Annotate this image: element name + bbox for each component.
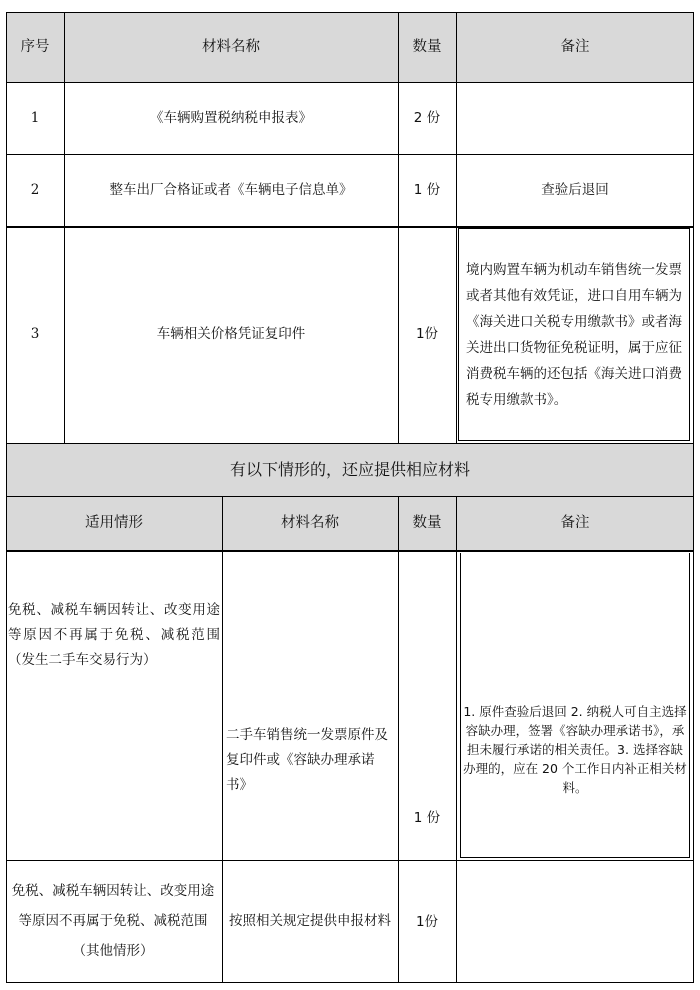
grid-line	[6, 982, 694, 983]
header-quantity	[398, 12, 456, 82]
t2-row-2-qty: 1份	[415, 913, 439, 930]
grid-line	[6, 12, 694, 13]
t2-row-1-name: 二手车销售统一发票原件及复印件或《容缺办理承诺书》	[226, 726, 388, 793]
header-note-label: 备注	[560, 38, 590, 55]
grid-line	[6, 154, 694, 155]
grid-line	[398, 12, 399, 443]
header-index-label: 序号	[20, 38, 50, 55]
table-row-1-qty	[398, 82, 456, 154]
table-row-2-qty	[398, 154, 456, 226]
t2-row-1-qty: 1 份	[413, 809, 441, 826]
grid-line	[6, 550, 694, 552]
t2-row-1-note: 1. 原件查验后退回 2. 纳税人可自主选择容缺办理，签署《容缺办理承诺书》，承担未履行承诺的相关责任。3. 选择容缺办理的，应在 20 个工作日内补正相关材料。	[463, 703, 687, 795]
section-title-label: 有以下情形的，还应提供相应材料	[229, 460, 470, 479]
grid-line	[456, 12, 457, 443]
table-row-2-index	[6, 154, 64, 226]
grid-line	[222, 496, 223, 983]
row-1-qty: 2 份	[413, 109, 441, 126]
header2-note	[456, 496, 694, 550]
grid-line	[398, 496, 399, 983]
row-3-name: 车辆相关价格凭证复印件	[156, 326, 306, 342]
row-2-name: 整车出厂合格证或者《车辆电子信息单》	[109, 181, 353, 198]
header2-quantity	[398, 496, 456, 550]
note-inner-box-2	[460, 553, 690, 858]
row-2-index: 2	[30, 181, 40, 198]
row-3-note: 境内购置车辆为机动车销售统一发票或者其他有效凭证，进口自用车辆为《海关进口关税专用缴款书》或者海关进出口货物征免税证明，属于应征消费税车辆的还包括《海关进口消费税专用缴款书》。	[466, 261, 682, 408]
t2-row-1-situation: 免税、减税车辆因转让、改变用途等原因不再属于免税、减税范围（发生二手车交易行为）	[8, 602, 220, 668]
header-material-name-label: 材料名称	[202, 38, 260, 55]
table2-row-1-qty	[398, 804, 456, 832]
table-row-2-note	[456, 154, 694, 226]
table2-row-1-name	[226, 722, 394, 798]
table2-row-2-situation	[10, 876, 216, 966]
t2-row-2-situation: 免税、减税车辆因转让、改变用途等原因不再属于免税、减税范围（其他情形）	[11, 883, 215, 959]
row-1-name: 《车辆购置税纳税申报表》	[150, 109, 312, 126]
header-material-name	[64, 12, 398, 82]
grid-line	[6, 82, 694, 83]
section-title	[6, 443, 694, 496]
header-index	[6, 12, 64, 82]
row-2-qty: 1 份	[413, 181, 441, 198]
header2-situation	[6, 496, 222, 550]
table-row-1-index	[6, 82, 64, 154]
table-row-3-index	[6, 226, 64, 443]
table-row-1-note	[456, 82, 694, 154]
header-note	[456, 12, 694, 82]
header-quantity-label: 数量	[412, 38, 442, 55]
table-row-3-name	[64, 226, 398, 443]
grid-line	[6, 12, 7, 983]
grid-line	[6, 860, 694, 861]
grid-line	[693, 12, 694, 983]
grid-line	[456, 496, 457, 983]
header2-quantity-label: 数量	[412, 514, 442, 531]
grid-line	[64, 12, 65, 443]
table2-row-1-situation	[8, 598, 220, 668]
table-row-2-name	[64, 154, 398, 226]
grid-line	[6, 443, 694, 444]
row-3-qty: 1份	[415, 326, 439, 342]
row-1-index: 1	[30, 109, 40, 126]
table2-row-2-qty	[398, 908, 456, 936]
table2-row-2-note	[456, 861, 694, 981]
note-inner-box	[458, 228, 690, 441]
t2-row-2-name: 按照相关规定提供申报材料	[229, 913, 391, 929]
header2-situation-label: 适用情形	[85, 514, 143, 531]
grid-line	[6, 496, 694, 497]
table-row-1-name	[64, 82, 398, 154]
table2-row-2-name	[228, 892, 392, 950]
row-3-index: 3	[30, 326, 40, 342]
header2-material-name	[222, 496, 398, 550]
header2-material-name-label: 材料名称	[281, 514, 339, 531]
row-2-note: 查验后退回	[541, 181, 609, 198]
table-row-3-qty	[398, 226, 456, 443]
header2-note-label: 备注	[560, 514, 590, 531]
